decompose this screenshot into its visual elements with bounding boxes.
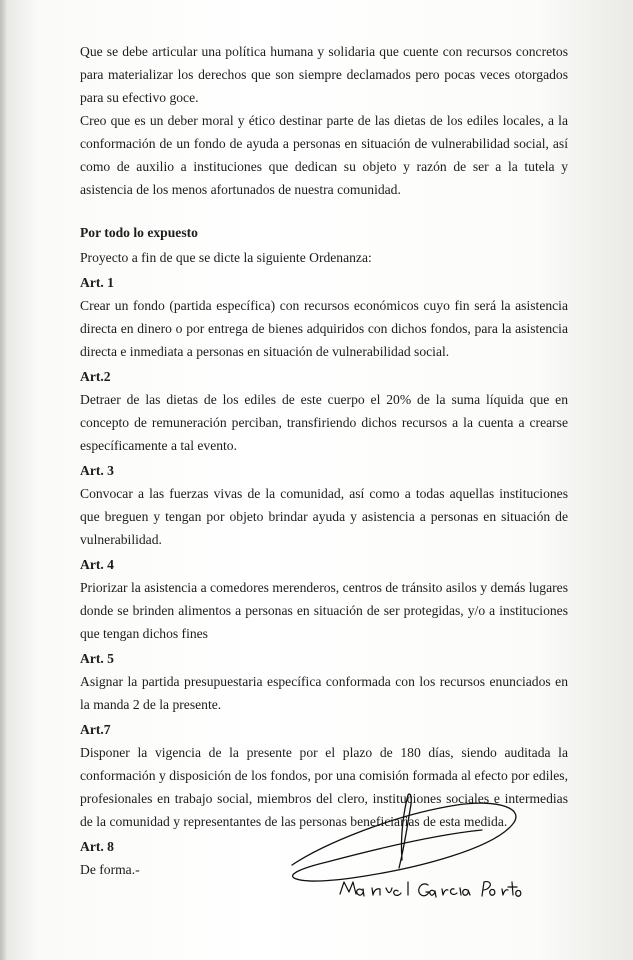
document-body bbox=[80, 40, 568, 881]
article-title-5: Art. 5 bbox=[80, 651, 114, 666]
article-text-5: Asignar la partida presupuestaria específica conformada con los recursos enunciados en la manda 2 de la presente. bbox=[80, 674, 568, 712]
signature-stroke-vertical bbox=[399, 794, 411, 868]
article-text-8: De forma.- bbox=[80, 862, 140, 877]
handwritten-signature bbox=[282, 790, 532, 910]
article-text-2: Detraer de las dietas de los ediles de este cuerpo el 20% de la suma líquida que en concepto de remuneración perciban, transfiriendo dichos recursos a la cuenta a crearse específicamente a tal evento. bbox=[80, 392, 568, 453]
article-title-3: Art. 3 bbox=[80, 463, 114, 478]
article-text-7: Disponer la vigencia de la presente por el plazo de 180 días, siendo auditada la conformación y disposición de los fondos, por una comisión formada al efecto por ediles, profesionales en trabajo social, miembros del clero, instituciones sociales e intermedias de la comunidad y representantes de las personas beneficiarias de esta medida. bbox=[80, 745, 568, 829]
section-heading: Por todo lo expuesto bbox=[80, 225, 198, 240]
article-title-1: Art. 1 bbox=[80, 275, 114, 290]
intro-paragraph-2: Creo que es un deber moral y ético destinar parte de las dietas de los ediles locales, a la conformación de un fondo de ayuda a personas en situación de vulnerabilidad social, así como de auxilio a instituciones que dedican su objeto y razón de ser a la tutela y asistencia de los menos afortunados de nuestra comunidad. bbox=[80, 113, 568, 197]
intro-paragraph-1: Que se debe articular una política humana y solidaria que cuente con recursos concretos para materializar los derechos que son siempre declamados pero pocas veces otorgados para su efectivo goce. bbox=[80, 44, 568, 105]
article-title-8: Art. 8 bbox=[80, 839, 114, 854]
article-title-7: Art.7 bbox=[80, 722, 111, 737]
signature-name-strokes bbox=[340, 882, 521, 897]
article-title-2: Art.2 bbox=[80, 369, 111, 384]
article-text-3: Convocar a las fuerzas vivas de la comunidad, así como a todas aquellas instituciones que breguen y tengan por objeto brindar ayuda y asistencia a personas en situación de vulnerabilidad. bbox=[80, 486, 568, 547]
article-text-1: Crear un fondo (partida específica) con recursos económicos cuyo fin será la asistencia directa en dinero o por entrega de bienes adquiridos con dichos fondos, para la asistencia directa e inmediata a personas en situación de vulnerabilidad social. bbox=[80, 298, 568, 359]
article-text-4: Priorizar la asistencia a comedores merenderos, centros de tránsito asilos y demás lugares donde se brinden alimentos a personas en situación de ser protegidas, y/o a instituciones que tengan dichos fines bbox=[80, 580, 568, 641]
ordinance-preamble: Proyecto a fin de que se dicte la siguiente Ordenanza: bbox=[80, 250, 372, 265]
page-edge-shadow bbox=[0, 0, 6, 960]
article-title-4: Art. 4 bbox=[80, 557, 114, 572]
